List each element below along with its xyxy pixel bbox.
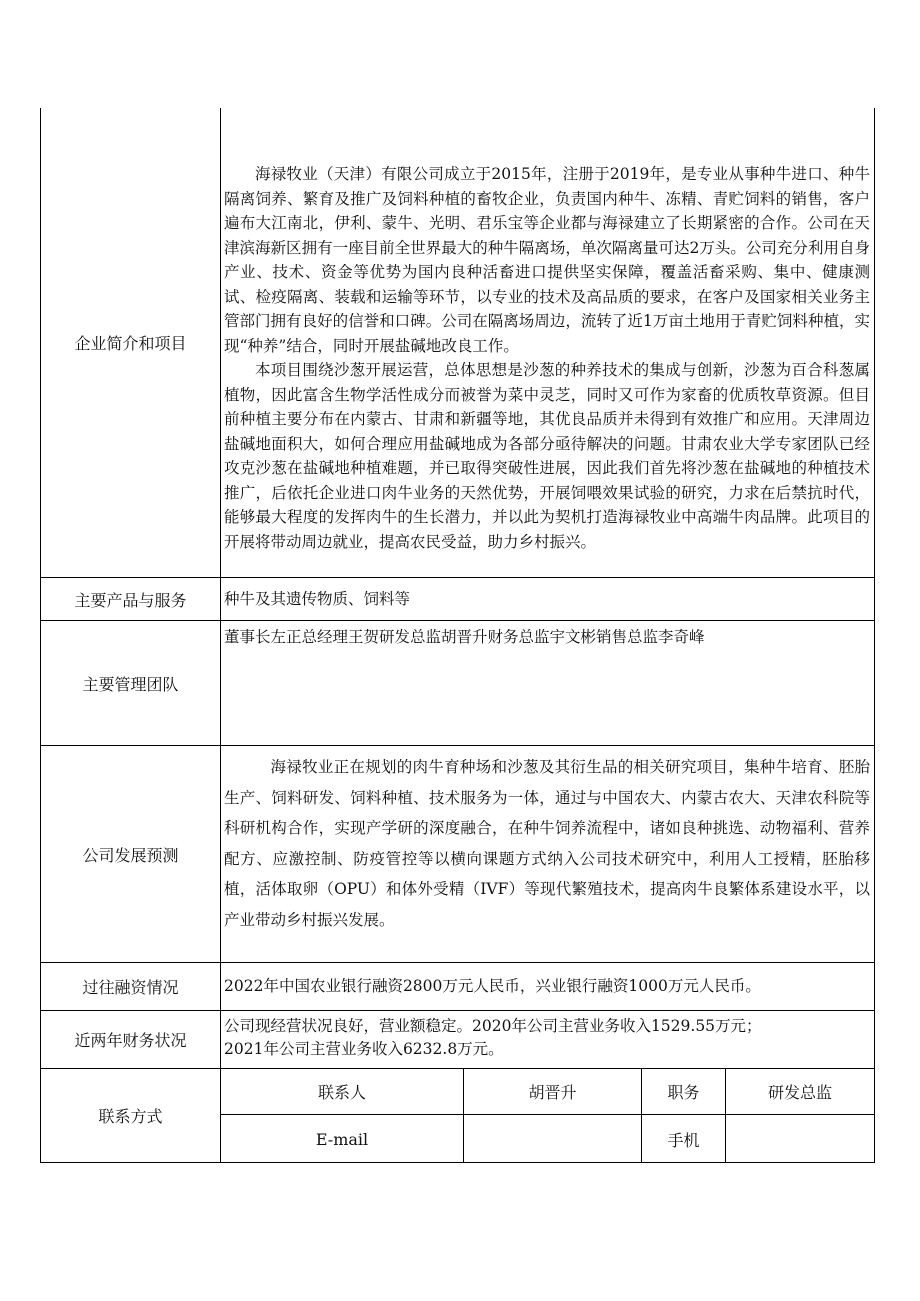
row-contact bbox=[40, 1069, 875, 1163]
row-financing bbox=[40, 963, 875, 1011]
row-finance bbox=[40, 1011, 875, 1069]
contact-email-value bbox=[464, 1115, 642, 1163]
value-financing: 2022年中国农业银行融资2800万元人民币，兴业银行融资1000万元人民币。 bbox=[224, 977, 761, 996]
contact-position-value: 研发总监 bbox=[726, 1069, 874, 1115]
contact-position-label: 职务 bbox=[642, 1069, 726, 1115]
value-forecast bbox=[221, 746, 874, 962]
value-finance bbox=[221, 1011, 874, 1068]
label-products: 主要产品与服务 bbox=[41, 578, 221, 620]
intro-paragraph-1: 海禄牧业（天津）有限公司成立于2015年，注册于2019年，是专业从事种牛进口、种牛隔离饲养、繁育及推广及饲料种植的畜牧企业，负责国内种牛、冻精、青贮饲料的销售，客户遍布大江南北，伊利、蒙牛、光明、君乐宝等企业都与海禄建立了长期紧密的合作。公司在天津滨海新区拥有一座目前全世界最大的种牛隔离场，单次隔离量可达2万头。公司充分利用自身产业、技术、资金等优势为国内良种活畜进口提供坚实保障，覆盖活畜采购、集中、健康测试、检疫隔离、装载和运输等环节，以专业的技术及高品质的要求，在客户及国家相关业务主管部门拥有良好的信誉和口碑。公司在隔离场周边，流转了近1万亩土地用于青贮饲料种植，实现“种养”结合，同时开展盐碱地改良工作。 bbox=[224, 165, 870, 355]
contact-grid bbox=[221, 1069, 874, 1162]
contact-person-value: 胡晋升 bbox=[464, 1069, 642, 1115]
label-forecast: 公司发展预测 bbox=[41, 746, 221, 962]
value-products: 种牛及其遗传物质、饲料等 bbox=[224, 589, 411, 608]
label-company-intro: 企业简介和项目 bbox=[41, 108, 221, 577]
contact-phone-label: 手机 bbox=[642, 1115, 726, 1163]
intro-paragraph-2: 本项目围绕沙葱开展运营，总体思想是沙葱的种养技术的集成与创新，沙葱为百合科葱属植物，因此富含生物学活性成分而被誉为菜中灵芝，同时又可作为家畜的优质牧草资源。但目前种植主要分布在内蒙古、甘肃和新疆等地，其优良品质并未得到有效推广和应用。天津周边盐碱地面积大，如何合理应用盐碱地成为各部分亟待解决的问题。甘肃农业大学专家团队已经攻克沙葱在盐碱地种植难题，并已取得突破性进展，因此我们首先将沙葱在盐碱地的种植技术推广，后依托企业进口肉牛业务的天然优势，开展饲喂效果试验的研究，力求在后禁抗时代，能够最大程度的发挥肉牛的生长潜力，并以此为契机打造海禄牧业中高端牛肉品牌。此项目的开展将带动周边就业，提高农民受益，助力乡村振兴。 bbox=[224, 361, 870, 551]
label-finance: 近两年财务状况 bbox=[41, 1011, 221, 1068]
value-company-intro bbox=[221, 108, 874, 577]
label-team: 主要管理团队 bbox=[41, 621, 221, 745]
row-company-intro bbox=[40, 108, 875, 578]
company-info-table bbox=[40, 108, 875, 1163]
label-financing: 过往融资情况 bbox=[41, 963, 221, 1010]
contact-person-label: 联系人 bbox=[221, 1069, 464, 1115]
row-products bbox=[40, 578, 875, 621]
contact-email-label: E-mail bbox=[221, 1115, 464, 1163]
row-team bbox=[40, 621, 875, 746]
finance-line-2: 2021年公司主营业务收入6232.8万元。 bbox=[224, 1040, 504, 1058]
row-forecast bbox=[40, 746, 875, 963]
contact-phone-value bbox=[726, 1115, 874, 1163]
value-team: 董事长左正总经理王贺研发总监胡晋升财务总监宇文彬销售总监李奇峰 bbox=[224, 628, 705, 646]
forecast-paragraph: 海禄牧业正在规划的肉牛育种场和沙葱及其衍生品的相关研究项目，集种牛培育、胚胎生产、饲料研发、饲料种植、技术服务为一体，通过与中国农大、内蒙古农大、天津农科院等科研机构合作，实现产学研的深度融合，在种牛饲养流程中，诸如良种挑选、动物福利、营养配方、应激控制、防疫管控等以横向课题方式纳入公司技术研究中，利用人工授精，胚胎移植，活体取卵（OPU）和体外受精（IVF）等现代繁殖技术，提高肉牛良繁体系建设水平，以产业带动乡村振兴发展。 bbox=[224, 758, 870, 929]
finance-line-1: 公司现经营状况良好，营业额稳定。2020年公司主营业务收入1529.55万元； bbox=[224, 1017, 762, 1035]
label-contact: 联系方式 bbox=[41, 1069, 221, 1162]
